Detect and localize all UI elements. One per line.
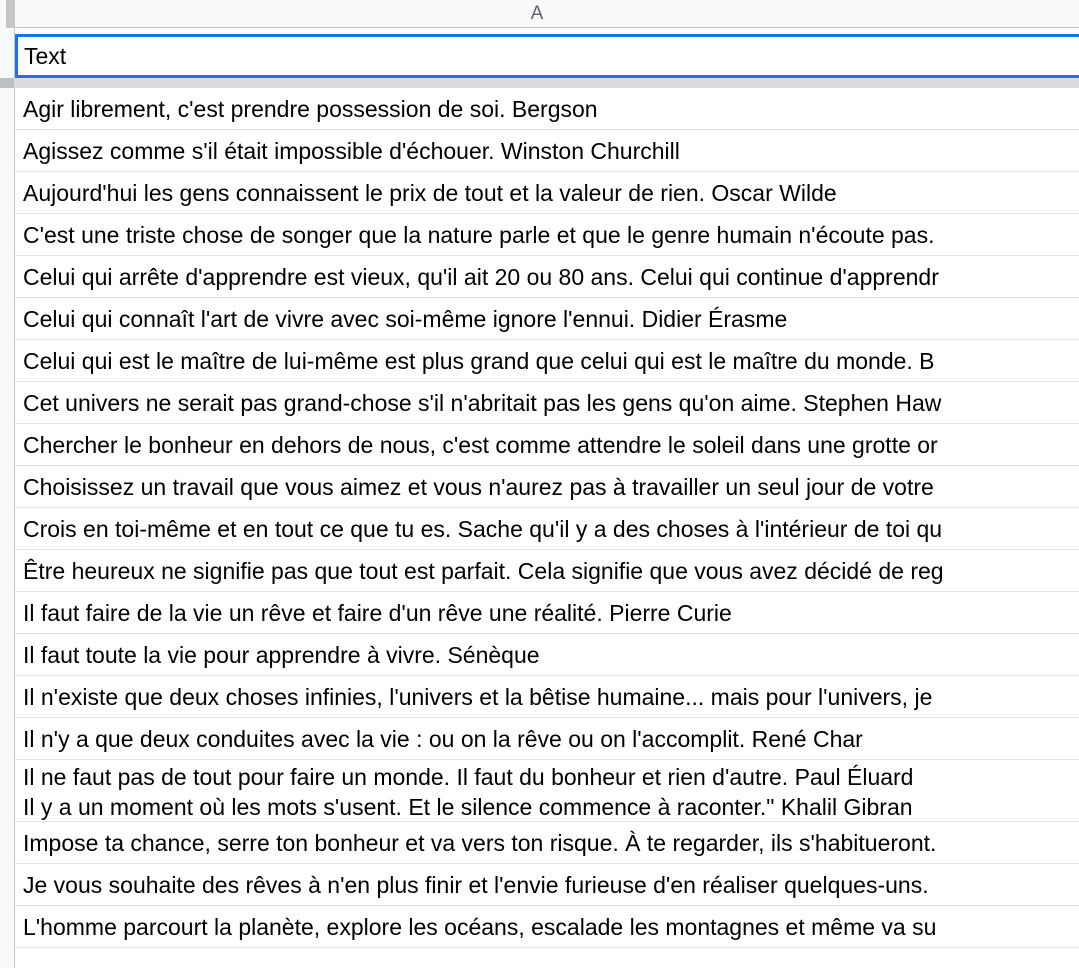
select-all-corner[interactable] [6, 0, 14, 28]
cell-row-18-line-2: Il y a un moment où les mots s'usent. Et le silence commence à raconter." Khalil Gibran [23, 794, 913, 820]
cell-rows [15, 88, 1079, 948]
cell-row-13[interactable]: Être heureux ne signifie pas que tout est parfait. Cela signifie que vous avez décidé de reg [15, 550, 1079, 592]
cell-row-2[interactable]: Agir librement, c'est prendre possession de soi. Bergson [15, 88, 1079, 130]
cell-row-18[interactable] [15, 760, 1079, 822]
frozen-row-divider[interactable] [0, 78, 1079, 88]
cell-row-4[interactable]: Aujourd'hui les gens connaissent le prix de tout et la valeur de rien. Oscar Wilde [15, 172, 1079, 214]
cell-row-16[interactable]: Il n'existe que deux choses infinies, l'univers et la bêtise humaine... mais pour l'univers, je [15, 676, 1079, 718]
cell-row-18-line-1: Il ne faut pas de tout pour faire un monde. Il faut du bonheur et rien d'autre. Paul Éluard [23, 764, 914, 790]
selected-cell-a1[interactable]: Text [15, 34, 1079, 78]
cell-row-20[interactable]: Je vous souhaite des rêves à n'en plus finir et l'envie furieuse d'en réaliser quelques-uns. [15, 864, 1079, 906]
cell-row-7[interactable]: Celui qui connaît l'art de vivre avec soi-même ignore l'ennui. Didier Érasme [15, 298, 1079, 340]
cell-row-21[interactable]: L'homme parcourt la planète, explore les océans, escalade les montagnes et même va su [15, 906, 1079, 948]
cell-row-17[interactable]: Il n'y a que deux conduites avec la vie : ou on la rêve ou on l'accomplit. René Char [15, 718, 1079, 760]
cell-row-11[interactable]: Choisissez un travail que vous aimez et vous n'aurez pas à travailler un seul jour de votre [15, 466, 1079, 508]
row-header-gutter[interactable] [0, 0, 15, 968]
cell-row-6[interactable]: Celui qui arrête d'apprendre est vieux, qu'il ait 20 ou 80 ans. Celui qui continue d'apprendr [15, 256, 1079, 298]
cell-row-8[interactable]: Celui qui est le maître de lui-même est plus grand que celui qui est le maître du monde. B [15, 340, 1079, 382]
frozen-row-handle[interactable] [0, 78, 14, 88]
cell-row-19[interactable]: Impose ta chance, serre ton bonheur et va vers ton risque. À te regarder, ils s'habitueront. [15, 822, 1079, 864]
cell-row-10[interactable]: Chercher le bonheur en dehors de nous, c'est comme attendre le soleil dans une grotte or [15, 424, 1079, 466]
cell-row-14[interactable]: Il faut faire de la vie un rêve et faire d'un rêve une réalité. Pierre Curie [15, 592, 1079, 634]
cell-row-9[interactable]: Cet univers ne serait pas grand-chose s'il n'abritait pas les gens qu'on aime. Stephen Haw [15, 382, 1079, 424]
cell-row-12[interactable]: Crois en toi-même et en tout ce que tu es. Sache qu'il y a des choses à l'intérieur de toi qu [15, 508, 1079, 550]
cell-row-3[interactable]: Agissez comme s'il était impossible d'échouer. Winston Churchill [15, 130, 1079, 172]
column-header-a[interactable]: A [15, 0, 1079, 28]
cell-row-15[interactable]: Il faut toute la vie pour apprendre à vivre. Sénèque [15, 634, 1079, 676]
cell-row-5[interactable]: C'est une triste chose de songer que la nature parle et que le genre humain n'écoute pas. [15, 214, 1079, 256]
